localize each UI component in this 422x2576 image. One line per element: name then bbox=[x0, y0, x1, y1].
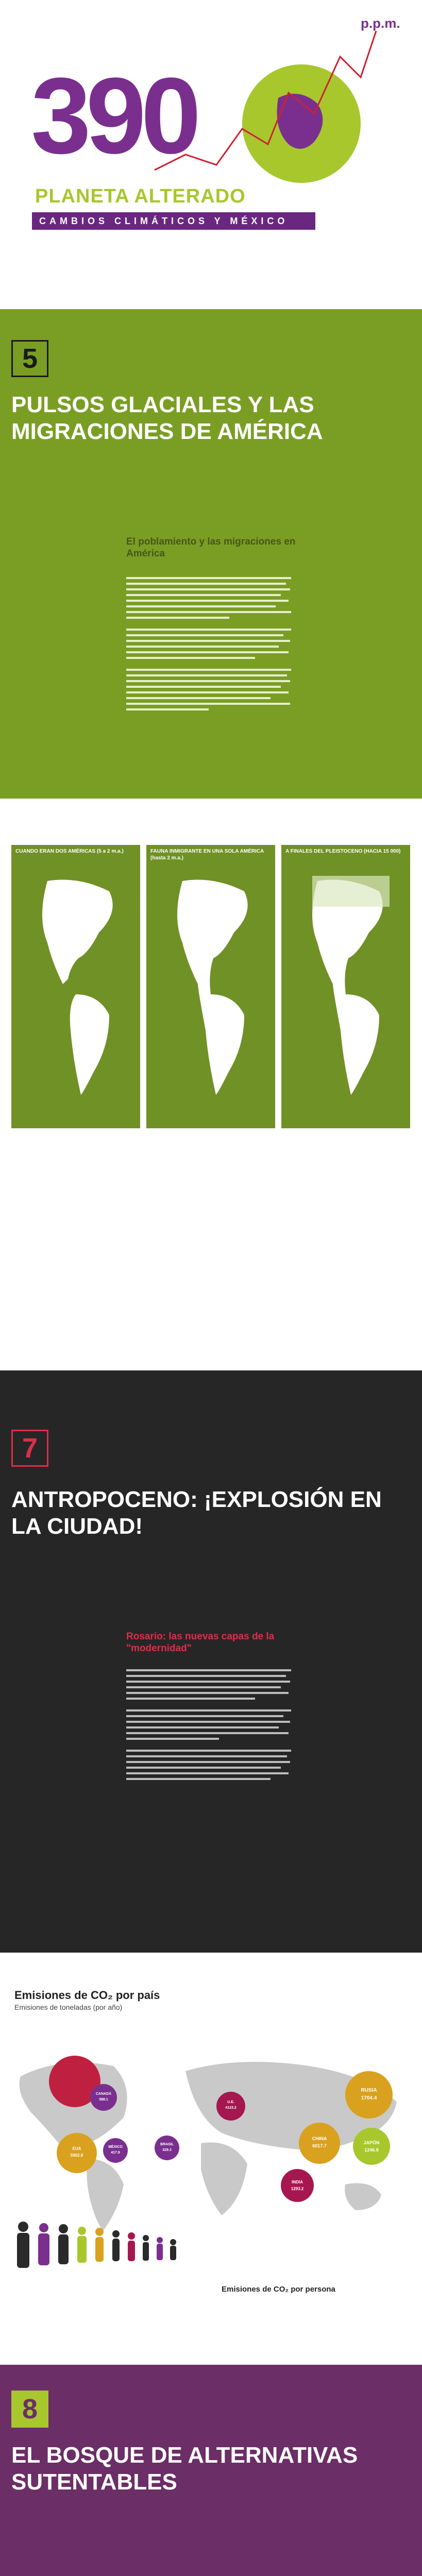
section-title-8: EL BOSQUE DE ALTERNATIVAS SUTENTABLES bbox=[11, 2443, 358, 2495]
section-5 bbox=[0, 309, 422, 799]
emissions-title: Emisiones de CO₂ por país bbox=[14, 1989, 160, 2002]
map-card-1 bbox=[11, 845, 140, 1128]
map-card-title: A FINALES DEL PLEISTOCENO (HACIA 15 000) bbox=[285, 849, 401, 854]
map-card-2 bbox=[146, 845, 275, 1128]
body-text-lines bbox=[126, 1669, 296, 1886]
emissions-map bbox=[0, 2035, 422, 2303]
people-figures bbox=[13, 2221, 415, 2277]
header-bar: CAMBIOS CLIMÁTICOS Y MÉXICO bbox=[32, 212, 315, 230]
map-americas-icon bbox=[302, 876, 400, 1097]
section-number-8: 8 bbox=[11, 2391, 48, 2428]
bubble-india: INDIA 1293.2 bbox=[281, 2169, 314, 2202]
bubble-usa: EUA 5902.8 bbox=[57, 2133, 97, 2173]
bubble-russia: RUSIA 1704.4 bbox=[345, 2071, 393, 2119]
section-8 bbox=[0, 2365, 422, 2576]
maps-section bbox=[0, 845, 422, 1164]
emissions-subtitle: Emisiones de toneladas (por año) bbox=[14, 2003, 123, 2011]
map-card-3 bbox=[281, 845, 410, 1128]
map-card-title: CUANDO ERAN DOS AMÉRICAS (5 a 2 m.a.) bbox=[15, 849, 124, 854]
bubble-japan: JAPÓN 1246.8 bbox=[353, 2128, 390, 2165]
emissions-footer: Emisiones de CO₂ por persona bbox=[222, 2285, 335, 2294]
bubble-mexico: MÉXICO 417.9 bbox=[103, 2138, 128, 2163]
body-text-lines bbox=[126, 577, 296, 783]
bubble-china: CHINA 6017.7 bbox=[299, 2123, 340, 2164]
big-number: 390 bbox=[31, 55, 196, 176]
section-subtitle-7: Rosario: las nuevas capas de la "modernidad" bbox=[126, 1631, 275, 1654]
bubble-brazil: BRASIL 329.3 bbox=[155, 2136, 179, 2160]
map-americas-icon bbox=[32, 876, 130, 1097]
section-number-5: 5 bbox=[11, 340, 48, 377]
section-subtitle-5: El poblamiento y las migraciones en América bbox=[126, 536, 296, 559]
section-7 bbox=[0, 1370, 422, 1953]
header-section bbox=[0, 0, 422, 309]
section-number-7: 7 bbox=[11, 1430, 48, 1467]
bubble-eu: U.E. 4123.2 bbox=[216, 2092, 245, 2121]
section-title-5: PULSOS GLACIALES Y LAS MIGRACIONES DE AMÉRICA bbox=[11, 392, 323, 444]
ppm-label: p.p.m. bbox=[361, 15, 400, 31]
header-subtitle: PLANETA ALTERADO bbox=[35, 185, 246, 207]
section-title-7: ANTROPOCENO: ¡EXPLOSIÓN EN LA CIUDAD! bbox=[11, 1487, 382, 1539]
map-americas-icon bbox=[167, 876, 265, 1097]
map-card-title: FAUNA INMIGRANTE EN UNA SOLA AMÉRICA (hasta 2 m.a.) bbox=[150, 849, 264, 861]
bubble-canada: CANADÁ 588.1 bbox=[90, 2084, 117, 2111]
